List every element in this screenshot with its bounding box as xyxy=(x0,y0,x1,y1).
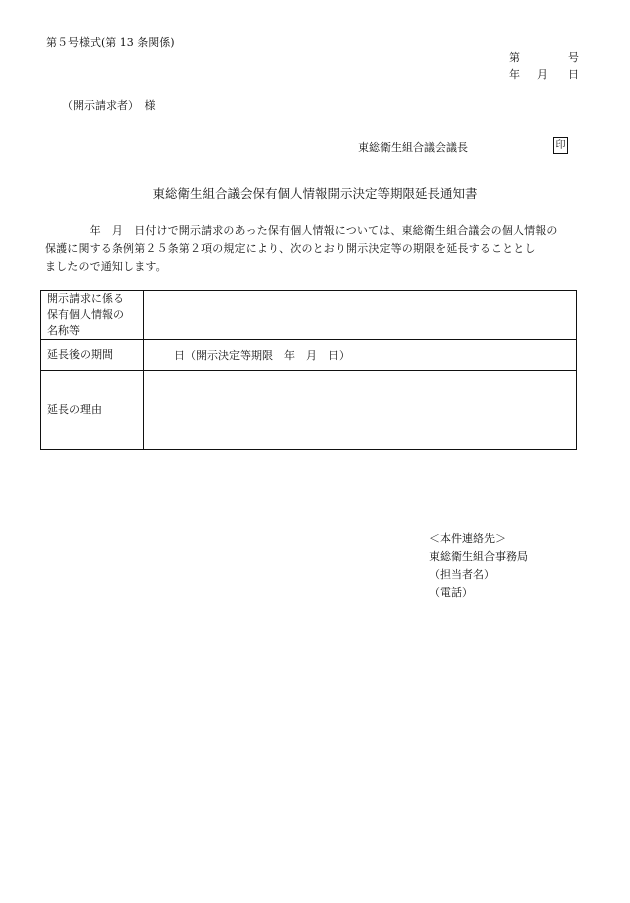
value-extended-period: 日（開示決定等期限 年 月 日） xyxy=(144,340,577,371)
value-target-info xyxy=(144,291,577,340)
table-row-target-info xyxy=(41,291,577,340)
contact-office: 東総衛生組合事務局 xyxy=(429,550,528,563)
date-day: 日 xyxy=(568,68,579,81)
table-row-extension-reason xyxy=(41,371,577,450)
contact-person: （担当者名） xyxy=(429,568,495,581)
contact-phone: （電話） xyxy=(429,586,473,599)
label-target-info xyxy=(41,291,144,340)
table-row-extended-period xyxy=(41,340,577,371)
label-target-info-line-2: 保有個人情報の xyxy=(47,308,124,321)
doc-number-suffix: 号 xyxy=(568,51,579,64)
recipient-line: （開示請求者） 様 xyxy=(62,99,156,112)
value-extension-reason xyxy=(144,371,577,450)
contact-heading: ＜本件連絡先＞ xyxy=(429,532,506,545)
label-target-info-line-3: 名称等 xyxy=(47,324,80,337)
label-target-info-line-1: 開示請求に係る xyxy=(47,292,124,305)
form-number: 第５号様式(第 13 条関係) xyxy=(46,36,175,49)
contact-block xyxy=(429,530,528,602)
label-extension-reason: 延長の理由 xyxy=(41,371,144,450)
label-extended-period: 延長後の期間 xyxy=(41,340,144,371)
notice-body: 年 月 日付けで開示請求のあった保有個人情報については、東総衛生組合議会の個人情報の 保護に関する条例第２５条第２項の規定により、次のとおり開示決定等の期限を延長することとし ましたので通知します。 xyxy=(45,224,558,273)
issuer-chairman: 東総衛生組合議会議長 xyxy=(358,141,468,154)
doc-number-prefix: 第 xyxy=(509,51,520,64)
seal-mark: 印 xyxy=(553,137,568,154)
document-title: 東総衛生組合議会保有個人情報開示決定等期限延長通知書 xyxy=(152,186,478,201)
info-table xyxy=(40,290,577,450)
date-month: 月 xyxy=(537,68,548,81)
date-year: 年 xyxy=(509,68,520,81)
